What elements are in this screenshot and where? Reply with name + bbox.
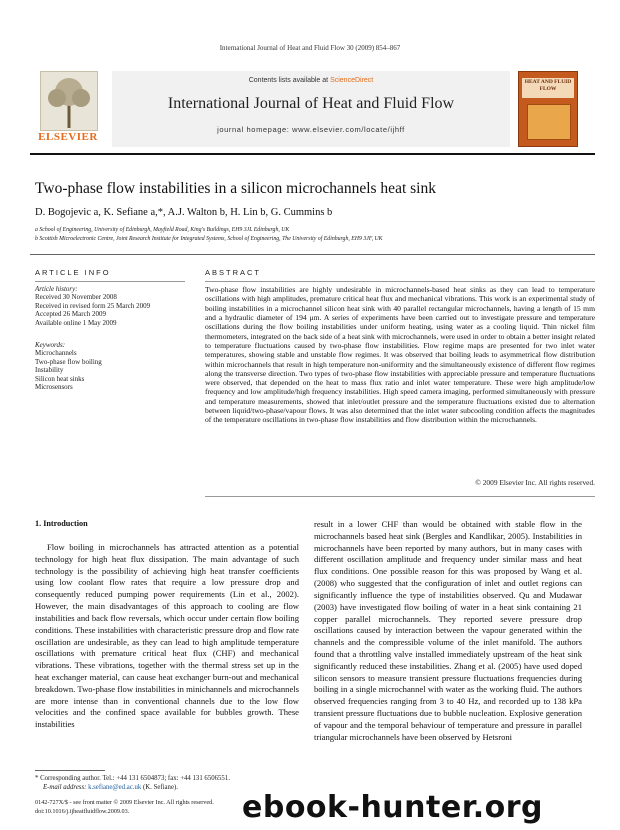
keyword: Two-phase flow boiling <box>35 357 102 366</box>
affiliation-a: a School of Engineering, University of Edinburgh, Mayfield Road, King's Buildings, EH9 3JL Edinburgh, UK <box>35 227 290 233</box>
keyword: Microsensors <box>35 383 73 392</box>
email-link[interactable]: k.sefiane@ed.ac.uk <box>88 784 142 791</box>
contents-line: Contents lists available at ScienceDirect <box>248 77 374 84</box>
history-item: Received 30 November 2008 <box>35 293 117 302</box>
cover-title: HEAT AND FLUID FLOW <box>524 79 572 92</box>
copyright: © 2009 Elsevier Inc. All rights reserved. <box>475 478 595 487</box>
sciencedirect-link[interactable]: ScienceDirect <box>330 77 374 84</box>
body-column-left: Flow boiling in microchannels has attracted attention as a potential technology for high heat flux dissipation. The main advantage of such technology is the possibility of achieving high heat transfer coefficients using low coolant flow rates that require a low pressure drop and consequently reduced pumping power requirements (Lin et al., 2002). However, the main disadvantages of this approach to cooling are flow instabilities and back flow reversals, which occur under certain flow boiling conditions. These instabilities with characteristic pressure drop and flow rate oscillation are undesirable, as they can lead to high amplitude temperature oscillations with premature critical heat flux (CHF) and mechanical vibrations. These vibrations, together with the thermal stress set up in the heat exchanger material, can cause heat exchanger burn-out and mechanical breakdown. Two-phase flow instabilities in minichannels and microchannels are more intense than in conventional channels due to the low flow velocities and the confined space available for bubbles growth. These instabilities <box>35 542 299 730</box>
history-item: Accepted 26 March 2009 <box>35 310 106 319</box>
keyword: Instability <box>35 366 64 375</box>
doi-line[interactable]: doi:10.1016/j.ijheatfluidflow.2009.03. <box>35 808 130 815</box>
journal-homepage[interactable]: journal homepage: www.elsevier.com/locate/ijhff <box>217 125 405 134</box>
journal-title: International Journal of Heat and Fluid Flow <box>167 95 455 112</box>
abstract-end-rule <box>205 496 595 497</box>
issn-line: 0142-727X/$ - see front matter © 2009 Elsevier Inc. All rights reserved. <box>35 799 214 806</box>
author-list: D. Bogojevic a, K. Sefiane a,*, A.J. Walton b, H. Lin b, G. Cummins b <box>35 207 333 218</box>
body-column-right: result in a lower CHF than would be obtained with stable flow in the microchannels based heat sink (Bergles and Kandlikar, 2005). Instabilities in microchannels have been reported by many authors, but in many cases with different oscillation amplitude and frequency under similar mass and heat flux conditions. One possible reason for this was proposed by Wang et al. (2008) who suggested that the configuration of inlet and outlet regions can significantly influence the type of instabilities observed. Qu and Mudawar (2003) have investigated flow boiling of water in a heat sink containing 21 copper parallel microchannels. They reported severe pressure drop oscillations caused by interaction between the vapour generated within the channels and the compressible volume of the inlet manifold. The authors found that a throttling valve installed immediately upstream of the heat sink significantly reduced these instabilities. Zhang et al. (2005) have used doped silicon sensors to measure transient pressure fluctuations frequencies during boiling in a single microchannel with water as the working fluid. The authors observed frequencies ranging from 3 to 40 Hz, and recorded up to 138 kPa transient pressure fluctuations due to bubble nucleation. Explosive generation of vapour and the temporal behaviour of temperature and pressure in parallel triangular microchannels have been observed by Hetsroni <box>314 519 582 742</box>
article-title: Two-phase flow instabilities in a silicon microchannels heat sink <box>35 180 436 197</box>
history-item: Received in revised form 25 March 2009 <box>35 301 151 310</box>
watermark: ebook-hunter.org <box>242 790 543 825</box>
history-label: Article history: <box>35 285 78 293</box>
abstract-rule <box>205 281 595 282</box>
abstract-text: Two-phase flow instabilities are highly undesirable in microchannels-based heat sinks as they can lead to temperature oscillations with high amplitudes, premature critical heat flux and mechanical vibrations. This work is an experimental study of boiling instabilities in a microchannel silicon heat sink with 40 parallel rectangular microchannels, having a length of 15 mm and a hydraulic diameter of 194 μm. A series of experiments have been carried out to investigate pressure and temperature oscillations during the flow boiling instabilities under uniform heating, using water as a cooling liquid. Thin nickel film thermometers, integrated on the back side of a heat sink with microchannels, were used in order to obtain a better insight related to temperature fluctuations caused by two-phase flow instabilities. Flow regime maps are presented for two inlet water temperatures, showing stable and unstable flow regimes. It was observed that boiling leads to asymmetrical flow distribution within microchannels that result in high temperature non-uniformity and the simultaneously existence of different flow regimes along the transverse direction. Two types of two-phase flow instabilities with appreciable pressure and temperature fluctuations were observed, that depended on the heat to mass flux ratio and inlet water temperature. These were high amplitude/low frequency and low amplitude/high frequency instabilities. High speed camera imaging, performed simultaneously with pressure and temperature measurements, showed that inlet/outlet pressure and the temperature fluctuations existed due to alternation between liquid/two-phase/vapour flows. It was also determined that the inlet water subcooling condition affects the magnitudes of the temperature oscillations in two-phase flow instabilities and flow distribution within the microchannels. <box>205 285 595 425</box>
corresponding-author: * Corresponding author. Tel.: +44 131 6504873; fax: +44 131 6506551. <box>35 775 230 782</box>
keywords-label: Keywords: <box>35 341 66 350</box>
keyword: Microchannels <box>35 349 77 358</box>
cover-image <box>527 104 571 140</box>
info-rule <box>35 281 185 282</box>
title-rule <box>30 254 595 255</box>
journal-cover <box>518 71 578 147</box>
journal-banner <box>112 71 510 147</box>
article-info <box>35 285 185 391</box>
affiliation-b: b Scottish Microelectronic Centre, Joint Research Institute for Integrated Systems, School of Engineering, The University of Edinburgh, EH9 3JF, UK <box>35 236 383 242</box>
abstract-heading: ABSTRACT <box>205 268 262 277</box>
masthead <box>30 71 595 147</box>
section-heading: 1. Introduction <box>35 519 88 528</box>
publisher-logo <box>30 71 106 147</box>
publisher-name: ELSEVIER <box>38 131 98 143</box>
keyword: Silicon heat sinks <box>35 374 85 383</box>
journal-reference: International Journal of Heat and Fluid Flow 30 (2009) 854–867 <box>219 44 401 52</box>
article-info-heading: ARTICLE INFO <box>35 268 111 277</box>
history-item: Available online 1 May 2009 <box>35 318 117 327</box>
footnote-rule <box>35 770 105 771</box>
email-line: E-mail address: k.sefiane@ed.ac.uk (K. Sefiane). <box>43 784 178 791</box>
tree-icon <box>40 71 98 131</box>
header-rule <box>30 153 595 155</box>
